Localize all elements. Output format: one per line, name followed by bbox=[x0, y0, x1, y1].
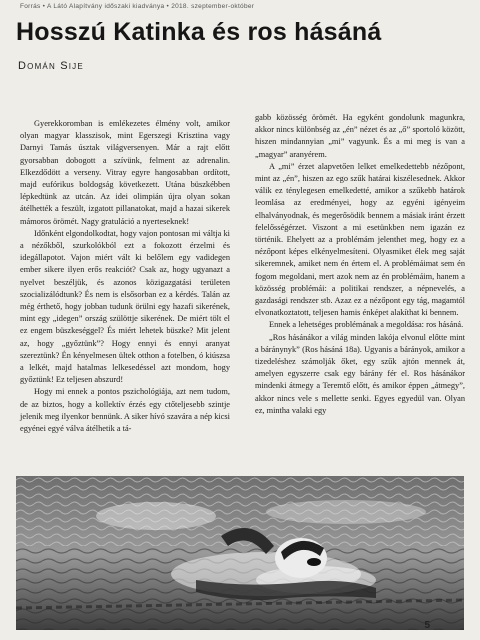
swimmer-photo bbox=[16, 476, 464, 630]
paragraph: Ennek a lehetséges problémának a megoldása: ros hásáná. bbox=[269, 320, 464, 330]
paragraph: gabb közösség örömét. Ha egyként gondolunk magunkra, akkor nincs különbség az „én” nézet és az „ő” sportoló között, hiszen mindannyian „mi” vagyunk. És a mi meg is van a „magyar” aranyérem. bbox=[255, 113, 465, 159]
swimmer-photo-icon bbox=[16, 476, 464, 630]
paragraph: Gyerekkoromban is emlékezetes élmény volt, amikor olyan magyar klasszisok, mint Egerszegi Krisztina vagy Darnyi Tamás úsztak világversenyen. Már a rajt előtt gyorsabban dobogott a szívünk, felment az adrenalin. Elkezdődött a verseny. Vitray egyre hangosabban ordított, majd eufórikus boldogság következett. Utána büszkébben lépkedtünk az utcán. Az idei olimpián újra olyan sokan átélhették a feszült, izgatott pillanatokat, majd a hazai sikerek mámoros örömét. Nagy gratuláció a nyerteseknek! bbox=[20, 119, 230, 226]
paragraph: Hogy mi ennek a pontos pszichológiája, azt nem tudom, de az biztos, hogy a kollektív érzés egy ctőteljesebb szintje jelenik meg ilyenkor bennünk. A siker hívó szavára a nép kicsi egyénei egyé válva átélhetik a tá- bbox=[20, 387, 230, 434]
left-column bbox=[20, 118, 230, 435]
running-header: Forrás • A Látó Alapítvány időszaki kiadványa • 2018. szeptember-október bbox=[20, 3, 255, 10]
page-number: 5 bbox=[424, 620, 430, 631]
paragraph: Időnként elgondolkodtat, hogy vajon pontosan mi váltja ki a nézőkből, szurkolókból ezt a fokozott érzelmi és idegállapotot. Vajon miért vált ki belőlem egy vadidegen ember sikere ilyen erős reakciót? Csak az, hogy ugyanazt a nyelvet beszéljük, és azonos közigazgatási területen szocializálódtunk? És nem is elsősorban ez a kérdés. Talán az még érthető, hogy jobban tudunk örülni egy hazafi sikerének, mint egy „idegen” ország szülöttje sikerének. De miért tölt el ez engem büszkeséggel? És miért lehetek büszke? Mit jelent az, hogy „győztünk”? Hogy ennyi és ennyi aranyat szereztünk? Én kényelmesen ültek otthon a fotelben, ó kiúszsa a lelkét, majd hatalmas lelkesedéssel azt mondom, hogy győztünk! Ez teljesen abszurd! bbox=[20, 228, 230, 385]
article-author: Domán Sije bbox=[18, 60, 84, 72]
svg-text:HUN: HUN bbox=[298, 545, 314, 552]
paragraph: A „mi” érzet alapvetően lelket emelkedettebb nézőpont, mint az „én”, hiszen az ego szűk határai kiszélesednek. Akkor válik ez ténylegesen emelkedetté, amikor a szűkebb határok leomlása az eredményei, hogy az egyéni igényeim elhalványodnak, és megerősödik bennem a másiak iránt érzett felelősségérzet. Viszont a mi esetünkben nem igazán ez történik. Ehelyett az a problémám jelenthet meg, hogy ez a nézőpont képes elkényelmesíteni. Olyasmiket élek meg saját sikeremnek, amiket nem én értem el. A problémáimat sem én fogom megoldani, mert azok nem az én problémáim, hanem a közösség problémái: a politikai rendszer, a népnevelés, a gazdasági rendszer stb. Azaz ez a nézőpont egy tág, magamtól elvonatkoztatott, teljesen hamis énképet alakíthat ki bennem. bbox=[255, 161, 465, 318]
paragraph: „Ros hásánákor a világ minden lakója elvonul előtte mint a báránynyk” (Ros hásáná 18a). Ugyanis a bárányok, amikor a tizedeléshez számolják őket, egy szűk ajtón mennek át, amelyen egyszerre csak egy bárány fér el. Ros hásánákor mindenki átmegy a Teremtő előtt, és amikor éppen „átmegy”, akkor nincs vele s mellette senki. Egyes egyedül van. Olyan ez, mintha valaki egy bbox=[255, 332, 465, 415]
article-title: Hosszú Katinka és ros hásáná bbox=[16, 18, 382, 46]
right-column bbox=[255, 112, 465, 417]
